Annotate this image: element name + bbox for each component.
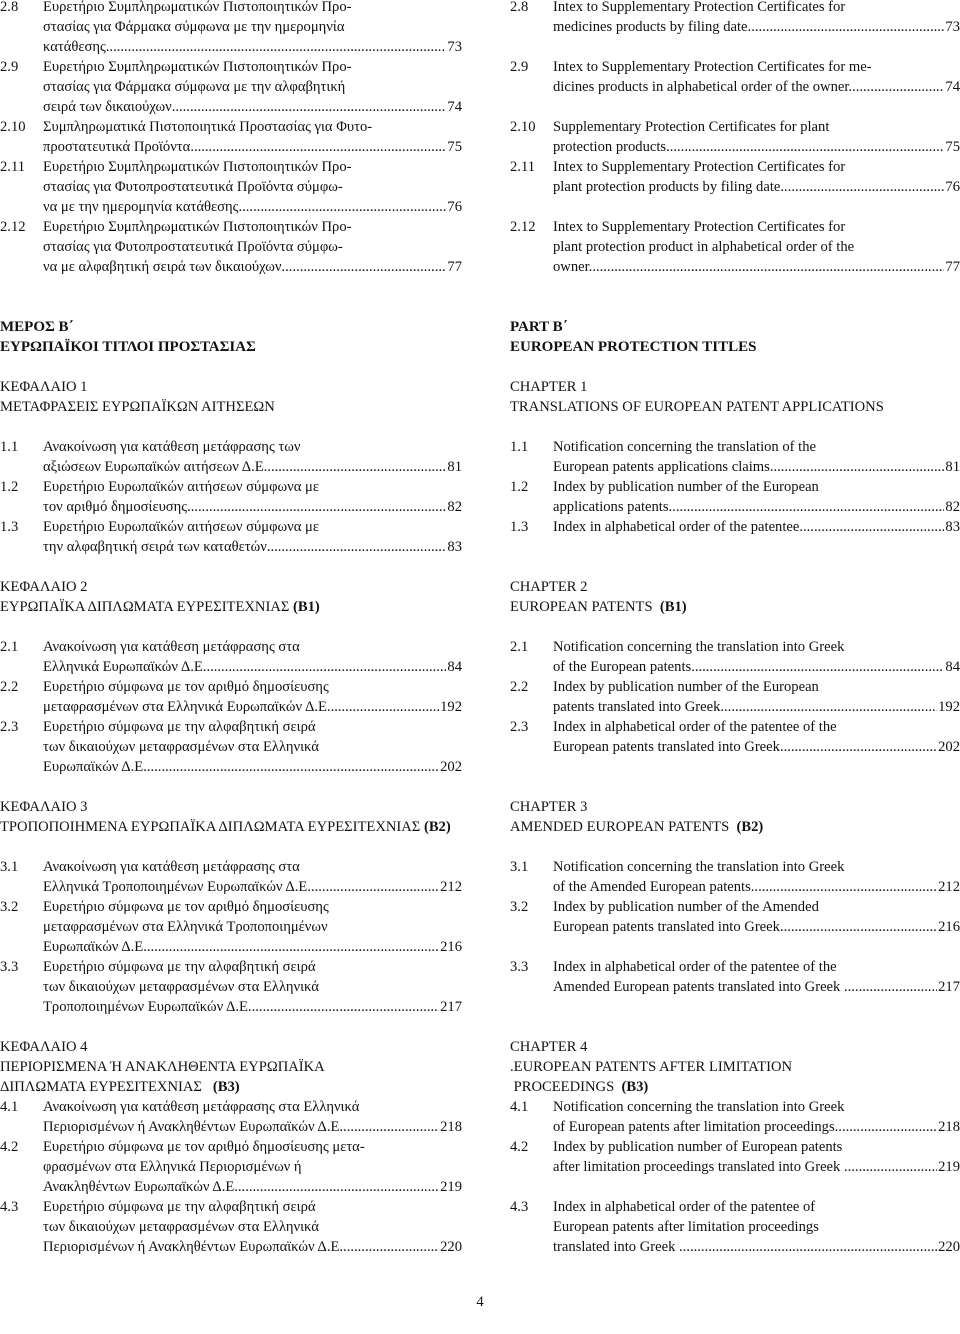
- entry-page-number: 81: [447, 459, 462, 475]
- entry-last-line: [43, 997, 462, 1017]
- entry-number: 4.3: [510, 1199, 529, 1215]
- entry-last-line: [553, 1237, 960, 1257]
- chapter-title-code: (Β2): [423, 819, 451, 835]
- entry-text-line: Ευρετήριο σύμφωνα με την αλφαβητική σειρά: [43, 1199, 316, 1215]
- entry-page-number: 82: [945, 499, 960, 515]
- chapter-title: [510, 597, 960, 617]
- toc-entry: [510, 157, 960, 197]
- toc-entry: [510, 217, 960, 277]
- entry-number: 2.12: [510, 219, 536, 235]
- chapter-title-code: (B3): [621, 1079, 649, 1095]
- entry-page-number: 218: [938, 1119, 960, 1135]
- entry-text-line: φρασμένων στα Ελληνικά Περιορισμένων ή: [43, 1159, 302, 1175]
- entry-text-line: of the Amended European patents .....: [553, 877, 937, 897]
- entry-text-line: Index by publication number of European patents: [553, 1139, 843, 1155]
- entry-text-line: Ελληνικά Ευρωπαϊκών Δ.Ε. .....: [43, 657, 446, 677]
- entry-page-number: 83: [945, 519, 960, 535]
- entry-page-number: 75: [945, 139, 960, 155]
- entry-text-line: medicines products by filing date .....: [553, 17, 944, 37]
- entry-page-number: 216: [440, 939, 462, 955]
- toc-entry: [510, 517, 960, 537]
- entry-text-line: Intex to Supplementary Protection Certificates for: [553, 219, 846, 235]
- entry-page-number: 76: [945, 179, 960, 195]
- chapter-title: [510, 397, 960, 417]
- entry-text-line: plant protection product in alphabetical order of the: [553, 239, 855, 255]
- toc-entry: [510, 0, 960, 37]
- entry-page-number: 77: [945, 259, 960, 275]
- entry-text-line: of the European patents .....: [553, 657, 944, 677]
- entry-page-number: 212: [938, 879, 960, 895]
- entry-text-line: Περιορισμένων ή Ανακληθέντων Ευρωπαϊκών Δ.Ε. .....: [43, 1117, 439, 1137]
- toc-entry: [510, 637, 960, 677]
- entry-number: 1.2: [0, 479, 19, 495]
- entry-last-line: [43, 1117, 462, 1137]
- chapter-label: CHAPTER 1: [510, 379, 588, 395]
- entry-last-line: [43, 937, 462, 957]
- entry-page-number: 218: [440, 1119, 462, 1135]
- entry-page-number: 202: [440, 759, 462, 775]
- entry-text-line: Index by publication number of the Amended: [553, 899, 819, 915]
- toc-entry: [510, 1137, 960, 1177]
- entry-text-line: Index by publication number of the European: [553, 679, 819, 695]
- entry-text-line: Notification concerning the translation into Greek: [553, 1099, 845, 1115]
- entry-page-number: 84: [447, 659, 462, 675]
- entry-text-line: Ευρετήριο Ευρωπαϊκών αιτήσεων σύμφωνα με: [43, 479, 319, 495]
- toc-entry: [0, 217, 462, 277]
- entry-text-line: στασίας για Φάρμακα σύμφωνα με την ημερομηνία: [43, 19, 345, 35]
- entry-text-line: μεταφρασμένων στα Ελληνικά Ευρωπαϊκών Δ.Ε. .....: [43, 697, 439, 717]
- entry-text-line: κατάθεσης .....: [43, 37, 446, 57]
- entry-text-line: Intex to Supplementary Protection Certificates for: [553, 159, 846, 175]
- entry-last-line: [553, 497, 960, 517]
- chapter-label: ΚΕΦΑΛΑΙΟ 4: [0, 1039, 88, 1055]
- entry-text-line: Intex to Supplementary Protection Certificates for: [553, 0, 846, 15]
- entry-text-line: στασίας για Φάρμακα σύμφωνα με την αλφαβητική: [43, 79, 346, 95]
- chapter-title: [0, 597, 462, 617]
- entry-page-number: 216: [938, 919, 960, 935]
- entry-text-line: Ευρετήριο Συμπληρωματικών Πιστοποιητικών Προ-: [43, 0, 352, 15]
- chapter-title: [0, 817, 462, 837]
- entry-text-line: την αλφαβητική σειρά των καταθετών .....: [43, 537, 446, 557]
- entry-text-line: applications patents .....: [553, 497, 944, 517]
- entry-last-line: [43, 457, 462, 477]
- entry-number: 1.1: [0, 439, 19, 455]
- entry-page-number: 83: [447, 539, 462, 555]
- entry-last-line: [553, 697, 960, 717]
- entry-page-number: 192: [938, 699, 960, 715]
- entry-text-line: στασίας για Φυτοπροστατευτικά Προϊόντα σύμφω-: [43, 179, 343, 195]
- chapter-title-text: PROCEEDINGS: [510, 1079, 622, 1095]
- entry-text-line: Ευρετήριο σύμφωνα με τον αριθμό δημοσίευσης: [43, 679, 329, 695]
- chapter-title-text: .EUROPEAN PATENTS AFTER LIMITATION: [510, 1059, 793, 1075]
- entry-number: 2.1: [510, 639, 529, 655]
- entry-page-number: 202: [938, 739, 960, 755]
- chapter-title-line2: [510, 1077, 960, 1097]
- entry-text-line: σειρά των δικαιούχων .....: [43, 97, 446, 117]
- entry-last-line: [43, 97, 462, 117]
- chapter-label: ΚΕΦΑΛΑΙΟ 3: [0, 799, 88, 815]
- entry-text-line: να με αλφαβητική σειρά των δικαιούχων .....: [43, 257, 446, 277]
- chapter-label: CHAPTER 4: [510, 1039, 588, 1055]
- toc-entry: [0, 1137, 462, 1197]
- entry-number: 4.2: [510, 1139, 529, 1155]
- entry-number: 3.1: [510, 859, 529, 875]
- entry-text-line: αξιώσεων Ευρωπαϊκών αιτήσεων Δ.Ε. .....: [43, 457, 446, 477]
- entry-last-line: [43, 197, 462, 217]
- entry-last-line: [43, 257, 462, 277]
- entry-text-line: Ευρετήριο Συμπληρωματικών Πιστοποιητικών Προ-: [43, 59, 352, 75]
- entry-last-line: [553, 517, 960, 537]
- toc-entry: [510, 897, 960, 937]
- entry-number: 3.2: [510, 899, 529, 915]
- entry-last-line: [553, 17, 960, 37]
- entry-page-number: 219: [938, 1159, 960, 1175]
- chapter-label: ΚΕΦΑΛΑΙΟ 1: [0, 379, 88, 395]
- chapter-title-text: ΔΙΠΛΩΜΑΤΑ ΕΥΡΕΣΙΤΕΧΝΙΑΣ: [0, 1079, 213, 1095]
- entry-text-line: Ευρωπαϊκών Δ.Ε. .....: [43, 937, 439, 957]
- entry-text-line: Ευρετήριο σύμφωνα με τον αριθμό δημοσίευσης μετα-: [43, 1139, 365, 1155]
- entry-number: 2.2: [0, 679, 19, 695]
- entry-last-line: [553, 257, 960, 277]
- entry-last-line: [43, 37, 462, 57]
- entry-last-line: [43, 697, 462, 717]
- toc-entry: [510, 437, 960, 477]
- entry-number: 1.3: [0, 519, 19, 535]
- chapter-label: CHAPTER 3: [510, 799, 588, 815]
- entry-number: 2.11: [510, 159, 535, 175]
- toc-entry: [510, 857, 960, 897]
- toc-entry: [510, 957, 960, 997]
- entry-text-line: στασίας για Φυτοπροστατευτικά Προϊόντα σύμφω-: [43, 239, 343, 255]
- part-subtitle: ΕΥΡΩΠΑΪΚΟΙ ΤΙΤΛΟΙ ΠΡΟΣΤΑΣΙΑΣ: [0, 339, 256, 355]
- entry-text-line: Ανακληθέντων Ευρωπαϊκών Δ.Ε. .....: [43, 1177, 439, 1197]
- entry-page-number: 77: [447, 259, 462, 275]
- entry-number: 2.12: [0, 219, 26, 235]
- entry-last-line: [43, 537, 462, 557]
- chapter-title-text: ΠΕΡΙΟΡΙΣΜΕΝΑ Ή ΑΝΑΚΛΗΘΕΝΤΑ ΕΥΡΩΠΑΪΚΑ: [0, 1059, 325, 1075]
- entry-text-line: Τροποποιημένων Ευρωπαϊκών Δ.Ε. .....: [43, 997, 439, 1017]
- toc-entry: [510, 1197, 960, 1257]
- entry-text-line: Ευρετήριο σύμφωνα με την αλφαβητική σειρά: [43, 719, 316, 735]
- entry-number: 2.9: [0, 59, 19, 75]
- entry-text-line: plant protection products by filing date .....: [553, 177, 944, 197]
- entry-text-line: Supplementary Protection Certificates for plant: [553, 119, 830, 135]
- entry-number: 2.3: [510, 719, 529, 735]
- entry-page-number: 84: [945, 659, 960, 675]
- entry-last-line: [553, 137, 960, 157]
- entry-last-line: [43, 1237, 462, 1257]
- entry-last-line: [553, 657, 960, 677]
- toc-entry: [0, 1097, 462, 1137]
- toc-entry: [510, 477, 960, 517]
- chapter-title-text: ΕΥΡΩΠΑΪΚΑ ΔΙΠΛΩΜΑΤΑ ΕΥΡΕΣΙΤΕΧΝΙΑΣ: [0, 599, 294, 615]
- entry-text-line: Ευρετήριο σύμφωνα με τον αριθμό δημοσίευσης: [43, 899, 329, 915]
- entry-number: 2.11: [0, 159, 25, 175]
- entry-text-line: European patents translated into Greek .....: [553, 737, 937, 757]
- chapter-title-text: AMENDED EUROPEAN PATENTS: [510, 819, 737, 835]
- toc-entry: [510, 117, 960, 157]
- toc-entry: [510, 677, 960, 717]
- entry-number: 2.1: [0, 639, 19, 655]
- entry-last-line: [43, 137, 462, 157]
- entry-text-line: Index by publication number of the European: [553, 479, 819, 495]
- entry-number: 3.1: [0, 859, 19, 875]
- toc-entry: [0, 477, 462, 517]
- entry-page-number: 75: [447, 139, 462, 155]
- entry-text-line: Ανακοίνωση για κατάθεση μετάφρασης των: [43, 439, 301, 455]
- entry-text-line: Index in alphabetical order of the patentee of the: [553, 959, 837, 975]
- entry-last-line: [43, 1177, 462, 1197]
- entry-last-line: [43, 757, 462, 777]
- entry-text-line: Περιορισμένων ή Ανακληθέντων Ευρωπαϊκών Δ.Ε. .....: [43, 1237, 439, 1257]
- entry-number: 2.2: [510, 679, 529, 695]
- entry-text-line: Amended European patents translated into Greek .....: [553, 977, 937, 997]
- entry-text-line: να με την ημερομηνία κατάθεσης .....: [43, 197, 446, 217]
- entry-last-line: [43, 497, 462, 517]
- toc-entry: [510, 1097, 960, 1137]
- toc-entry: [510, 717, 960, 757]
- entry-text-line: Ευρωπαϊκών Δ.Ε. .....: [43, 757, 439, 777]
- part-title: PART B΄: [510, 319, 568, 335]
- entry-text-line: Ελληνικά Τροποποιημένων Ευρωπαϊκών Δ.Ε. .....: [43, 877, 439, 897]
- entry-page-number: 192: [440, 699, 462, 715]
- entry-text-line: Notification concerning the translation into Greek: [553, 859, 845, 875]
- entry-text-line: Ανακοίνωση για κατάθεση μετάφρασης στα: [43, 859, 300, 875]
- toc-entry: [0, 517, 462, 557]
- entry-text-line: protection products .....: [553, 137, 944, 157]
- entry-page-number: 219: [440, 1179, 462, 1195]
- entry-text-line: Notification concerning the translation of the: [553, 439, 817, 455]
- entry-last-line: [553, 1117, 960, 1137]
- chapter-title-text: TRANSLATIONS OF EUROPEAN PATENT APPLICATIONS: [510, 399, 884, 415]
- entry-text-line: Index in alphabetical order of the patentee of: [553, 1199, 816, 1215]
- entry-page-number: 73: [447, 39, 462, 55]
- entry-text-line: μεταφρασμένων στα Ελληνικά Τροποποιημένων: [43, 919, 328, 935]
- entry-page-number: 217: [440, 999, 462, 1015]
- entry-last-line: [553, 917, 960, 937]
- entry-number: 3.2: [0, 899, 19, 915]
- chapter-title-code: (Β1): [293, 599, 320, 615]
- entry-last-line: [553, 977, 960, 997]
- entry-last-line: [553, 737, 960, 757]
- entry-number: 4.3: [0, 1199, 19, 1215]
- entry-text-line: Ευρετήριο Συμπληρωματικών Πιστοποιητικών Προ-: [43, 219, 352, 235]
- entry-number: 4.1: [510, 1099, 529, 1115]
- toc-entry: [0, 717, 462, 777]
- entry-text-line: τον αριθμό δημοσίευσης .....: [43, 497, 446, 517]
- toc-entry: [0, 57, 462, 117]
- entry-text-line: Ανακοίνωση για κατάθεση μετάφρασης στα Ελληνικά: [43, 1099, 360, 1115]
- entry-page-number: 76: [447, 199, 462, 215]
- toc-entry: [510, 57, 960, 97]
- chapter-title-code: (B2): [736, 819, 764, 835]
- toc-entry: [0, 857, 462, 897]
- toc-entry: [0, 157, 462, 217]
- entry-text-line: Intex to Supplementary Protection Certificates for me-: [553, 59, 872, 75]
- entry-text-line: dicines products in alphabetical order of the owner .....: [553, 77, 944, 97]
- entry-page-number: 81: [945, 459, 960, 475]
- entry-text-line: European patents translated into Greek .....: [553, 917, 937, 937]
- entry-text-line: of European patents after limitation proceedings .....: [553, 1117, 937, 1137]
- entry-text-line: owner .....: [553, 257, 944, 277]
- entry-number: 4.2: [0, 1139, 19, 1155]
- entry-number: 1.1: [510, 439, 529, 455]
- chapter-title-code: (B1): [659, 599, 687, 615]
- entry-number: 2.9: [510, 59, 529, 75]
- entry-page-number: 220: [440, 1239, 462, 1255]
- entry-number: 2.3: [0, 719, 19, 735]
- entry-last-line: [553, 457, 960, 477]
- entry-page-number: 74: [447, 99, 462, 115]
- chapter-title-text: EUROPEAN PATENTS: [510, 599, 660, 615]
- entry-number: 4.1: [0, 1099, 19, 1115]
- entry-last-line: [553, 877, 960, 897]
- entry-text-line: των δικαιούχων μεταφρασμένων στα Ελληνικά: [43, 979, 319, 995]
- entry-number: 2.10: [0, 119, 26, 135]
- chapter-title: [510, 1057, 960, 1077]
- entry-text-line: European patents applications claims .....: [553, 457, 944, 477]
- entry-last-line: [43, 877, 462, 897]
- chapter-label: CHAPTER 2: [510, 579, 588, 595]
- entry-page-number: 217: [938, 979, 960, 995]
- entry-text-line: Ευρετήριο σύμφωνα με την αλφαβητική σειρά: [43, 959, 316, 975]
- chapter-title: [510, 817, 960, 837]
- entry-last-line: [553, 1157, 960, 1177]
- toc-entry: [0, 637, 462, 677]
- part-title: ΜΕΡΟΣ Β΄: [0, 319, 74, 335]
- entry-number: 2.10: [510, 119, 536, 135]
- chapter-title-line2: [0, 1077, 462, 1097]
- entry-text-line: translated into Greek .....: [553, 1237, 937, 1257]
- entry-text-line: Ευρετήριο Ευρωπαϊκών αιτήσεων σύμφωνα με: [43, 519, 319, 535]
- chapter-title-text: ΜΕΤΑΦΡΑΣΕΙΣ ΕΥΡΩΠΑΪΚΩΝ ΑΙΤΗΣΕΩΝ: [0, 399, 275, 415]
- entry-number: 3.3: [510, 959, 529, 975]
- chapter-title: [0, 1057, 462, 1077]
- part-subtitle: EUROPEAN PROTECTION TITLES: [510, 339, 757, 355]
- entry-page-number: 73: [945, 19, 960, 35]
- entry-text-line: after limitation proceedings translated into Greek .....: [553, 1157, 937, 1177]
- entry-text-line: Index in alphabetical order of the patentee of the: [553, 719, 837, 735]
- entry-number: 1.2: [510, 479, 529, 495]
- toc-entry: [0, 677, 462, 717]
- entry-page-number: 82: [447, 499, 462, 515]
- entry-text-line: European patents after limitation proceedings: [553, 1219, 819, 1235]
- entry-last-line: [553, 177, 960, 197]
- entry-number: 1.3: [510, 519, 529, 535]
- entry-text-line: Ανακοίνωση για κατάθεση μετάφρασης στα: [43, 639, 300, 655]
- entry-text-line: Notification concerning the translation into Greek: [553, 639, 845, 655]
- entry-number: 2.8: [510, 0, 529, 15]
- toc-entry: [0, 1197, 462, 1257]
- entry-text-line: των δικαιούχων μεταφρασμένων στα Ελληνικά: [43, 1219, 319, 1235]
- entry-number: 2.8: [0, 0, 19, 15]
- entry-text-line: patents translated into Greek .....: [553, 697, 937, 717]
- entry-text-line: προστατευτικά Προϊόντα .....: [43, 137, 446, 157]
- entry-number: 3.3: [0, 959, 19, 975]
- entry-text-line: Συμπληρωματικά Πιστοποιητικά Προστασίας για Φυτο-: [43, 119, 373, 135]
- chapter-title-text: ΤΡΟΠΟΠΟΙΗΜΕΝΑ ΕΥΡΩΠΑΪΚΑ ΔΙΠΛΩΜΑΤΑ ΕΥΡΕΣΙΤΕΧΝΙΑΣ: [0, 819, 424, 835]
- chapter-title-code: (Β3): [212, 1079, 240, 1095]
- entry-text-line: Index in alphabetical order of the patentee .....: [553, 517, 944, 537]
- toc-entry: [0, 0, 462, 57]
- chapter-title: [0, 397, 462, 417]
- page-number: 4: [476, 1294, 484, 1310]
- entry-page-number: 220: [938, 1239, 960, 1255]
- entry-text-line: των δικαιούχων μεταφρασμένων στα Ελληνικά: [43, 739, 319, 755]
- entry-last-line: [553, 77, 960, 97]
- chapter-label: ΚΕΦΑΛΑΙΟ 2: [0, 579, 88, 595]
- toc-entry: [0, 957, 462, 1017]
- toc-entry: [0, 117, 462, 157]
- toc-entry: [0, 437, 462, 477]
- entry-last-line: [43, 657, 462, 677]
- entry-page-number: 74: [945, 79, 960, 95]
- entry-page-number: 212: [440, 879, 462, 895]
- toc-entry: [0, 897, 462, 957]
- entry-text-line: Ευρετήριο Συμπληρωματικών Πιστοποιητικών Προ-: [43, 159, 352, 175]
